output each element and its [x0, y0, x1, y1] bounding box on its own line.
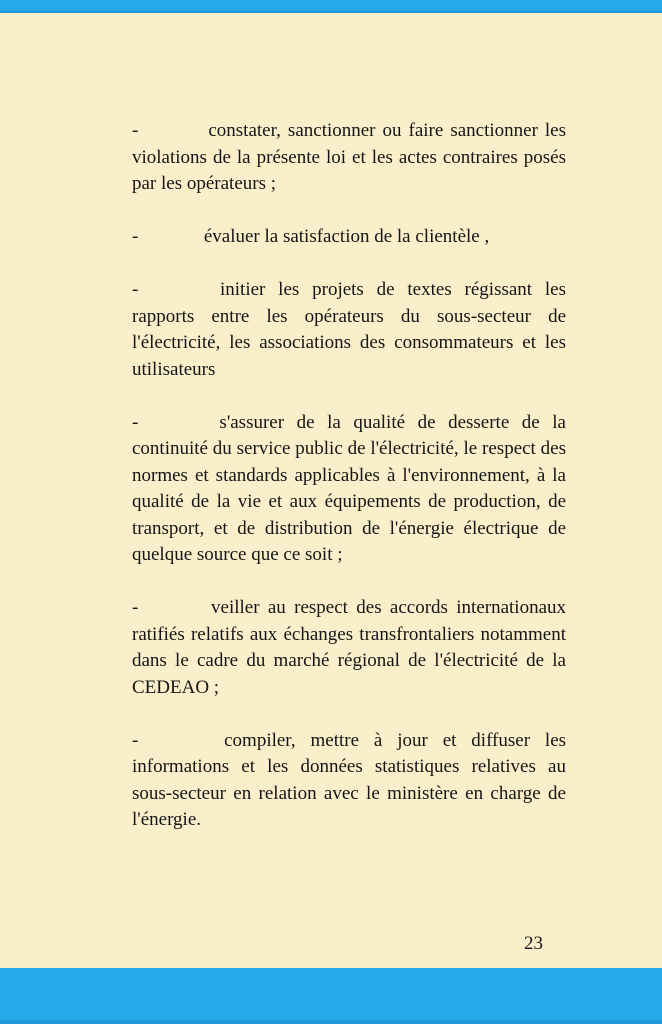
list-item [132, 595, 566, 701]
list-item-text: s'assurer de la qualité de desserte de la continuité du service public de l'électricité, le respect des normes et standards applicables à l'environnement, à la qualité de la vie et aux équipements de production, de transport, et de distribution de l'énergie électrique de quelque source que ce soit ; [132, 411, 566, 565]
top-band [0, 0, 662, 13]
tab-space [151, 294, 207, 295]
tab-space [143, 241, 199, 242]
tab-space [151, 427, 207, 428]
bullet-dash: - [132, 411, 139, 433]
bottom-band [0, 968, 662, 1024]
list-item [132, 118, 566, 198]
tab-space [147, 612, 203, 613]
list-item [132, 410, 566, 569]
list-item-text: initier les projets de textes régissant les rapports entre les opérateurs du sous-secteur de l'électricité, les associations des consommateurs et les utilisateurs [132, 279, 567, 380]
page-number: 23 [524, 933, 543, 954]
list-item-text: compiler, mettre à jour et diffuser les informations et les données statistiques relatives au sous-secteur en relation avec le ministère en charge de l'énergie. [132, 729, 567, 830]
list-item [132, 728, 566, 834]
bullet-dash: - [132, 226, 139, 247]
list-item [132, 277, 566, 383]
list-item [132, 224, 566, 251]
list-item-text: constater, sanctionner ou faire sanctionner les violations de la présente loi et les actes contraires posés par les opérateurs ; [132, 120, 567, 194]
bullet-dash: - [132, 597, 139, 618]
page-content [132, 13, 566, 860]
tab-space [153, 745, 209, 746]
tab-space [145, 135, 201, 136]
list-item-text: évaluer la satisfaction de la clientèle , [203, 226, 490, 247]
bullet-dash: - [132, 729, 139, 751]
bullet-dash: - [132, 279, 139, 300]
list-item-text: veiller au respect des accords internationaux ratifiés relatifs aux échanges transfrontaliers notamment dans le cadre du marché régional de l'électricité de la CEDEAO ; [132, 597, 567, 698]
bullet-dash: - [132, 120, 139, 141]
